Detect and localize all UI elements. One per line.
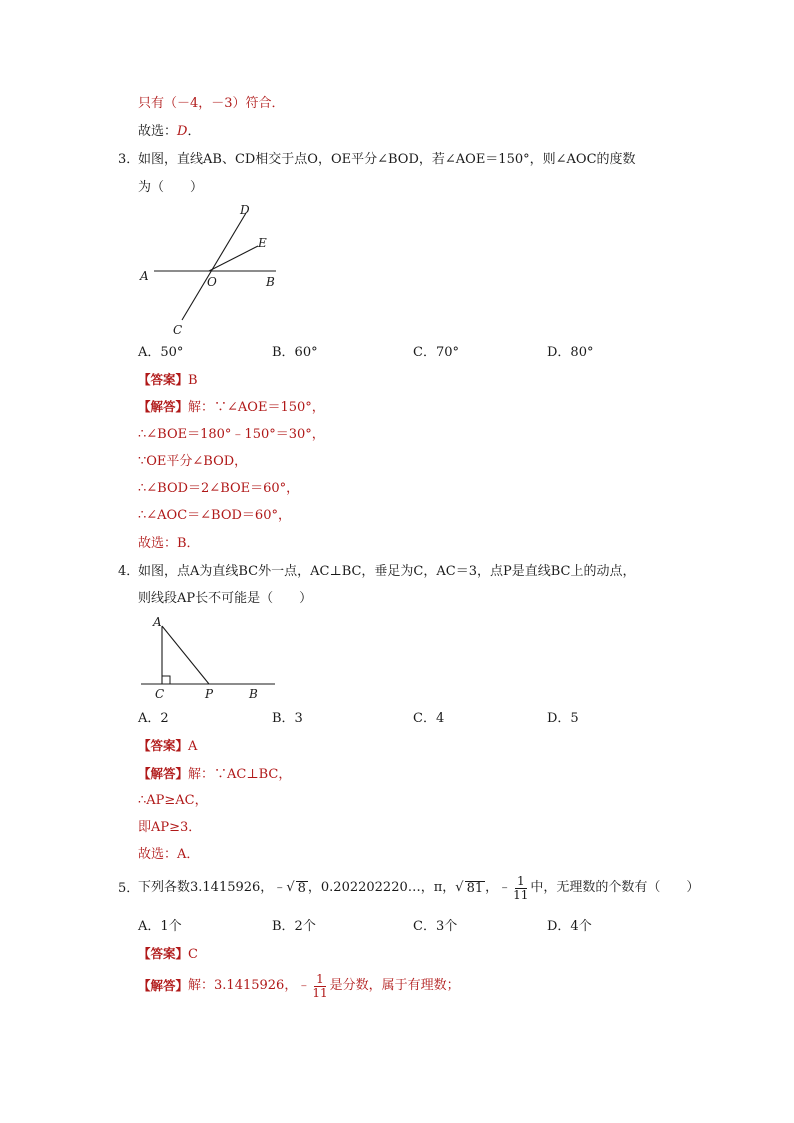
prev-choose: 故选：D． (138, 124, 201, 139)
q4-option-d: D．5 (547, 711, 579, 726)
label-d: D (240, 203, 250, 217)
q3-option-a: A．50° (138, 345, 184, 360)
prev-conclusion: 只有（－4，－3）符合． (138, 96, 285, 111)
q3-choose: 故选：B． (138, 536, 200, 551)
q5-answer: 【答案】C (138, 946, 198, 962)
label-b: B (266, 275, 275, 289)
ray-oe (209, 246, 258, 271)
label-b: B (249, 687, 258, 701)
q3-solution-2: ∴∠BOE＝180°﹣150°＝30°， (138, 427, 325, 442)
q5-option-a: A．1个 (138, 919, 182, 934)
sqrt-symbol: √ (286, 880, 295, 895)
label-c: C (155, 687, 165, 701)
q4-figure (135, 612, 285, 704)
q3-option-c: C．70° (413, 345, 459, 360)
q4-option-b: B．3 (272, 711, 303, 726)
q4-number: 4． (118, 564, 140, 579)
q5-option-b: B．2个 (272, 919, 316, 934)
q3-number: 3． (118, 152, 140, 167)
label-o: O (207, 275, 217, 289)
fraction: $\frac{1}{11}$ (312, 971, 328, 1000)
q3-option-d: D．80° (547, 345, 594, 360)
sqrt-symbol: √ (455, 880, 464, 895)
right-angle-mark (162, 676, 170, 684)
label-a: A (153, 615, 162, 629)
label-e: E (258, 236, 267, 250)
q3-answer: 【答案】B (138, 372, 198, 388)
q5-stem: 下列各数3.1415926，﹣ √ 8 ，0.202202220…，π， √ 81 ，﹣ $\frac{1}{11}$ 中，无理数的个数有（ ） (138, 873, 700, 902)
fraction: $\frac{1}{11}$ (513, 873, 529, 902)
q4-solution-3: 即AP≥3． (138, 820, 202, 835)
q3-stem-line2: 为（ ） (138, 180, 204, 195)
label-a: A (140, 269, 149, 283)
segment-ap (162, 626, 209, 684)
q4-solution-2: ∴AP≥AC， (138, 793, 208, 808)
line-cd (182, 213, 246, 320)
q3-solution-3: ∵OE平分∠BOD， (138, 454, 248, 469)
label-p: P (205, 687, 214, 701)
q4-option-a: A．2 (138, 711, 169, 726)
q3-solution-1: 【解答】解：∵∠AOE＝150°， (138, 399, 325, 415)
q4-solution-1: 【解答】解：∵AC⊥BC， (138, 766, 292, 782)
q4-choose: 故选：A． (138, 847, 200, 862)
q3-figure (130, 200, 290, 340)
q3-stem-line1: 如图，直线AB、CD相交于点O，OE平分∠BOD，若∠AOE＝150°，则∠AOC的度数 (138, 152, 636, 167)
q5-number: 5． (118, 881, 140, 896)
q4-option-c: C．4 (413, 711, 445, 726)
q3-solution-5: ∴∠AOC＝∠BOD＝60°， (138, 508, 291, 523)
q3-solution-4: ∴∠BOD＝2∠BOE＝60°， (138, 481, 300, 496)
q4-stem-line2: 则线段AP长不可能是（ ） (138, 591, 313, 606)
q4-stem-line1: 如图，点A为直线BC外一点，AC⊥BC，垂足为C，AC＝3，点P是直线BC上的动点， (138, 564, 636, 579)
q5-option-d: D．4个 (547, 919, 592, 934)
q4-answer: 【答案】A (138, 738, 198, 754)
label-c: C (173, 323, 183, 337)
q3-option-b: B．60° (272, 345, 318, 360)
q5-option-c: C．3个 (413, 919, 458, 934)
q5-solution-1: 【解答】 解：3.1415926，﹣ $\frac{1}{11}$ 是分数，属于有理数； (138, 971, 460, 1000)
